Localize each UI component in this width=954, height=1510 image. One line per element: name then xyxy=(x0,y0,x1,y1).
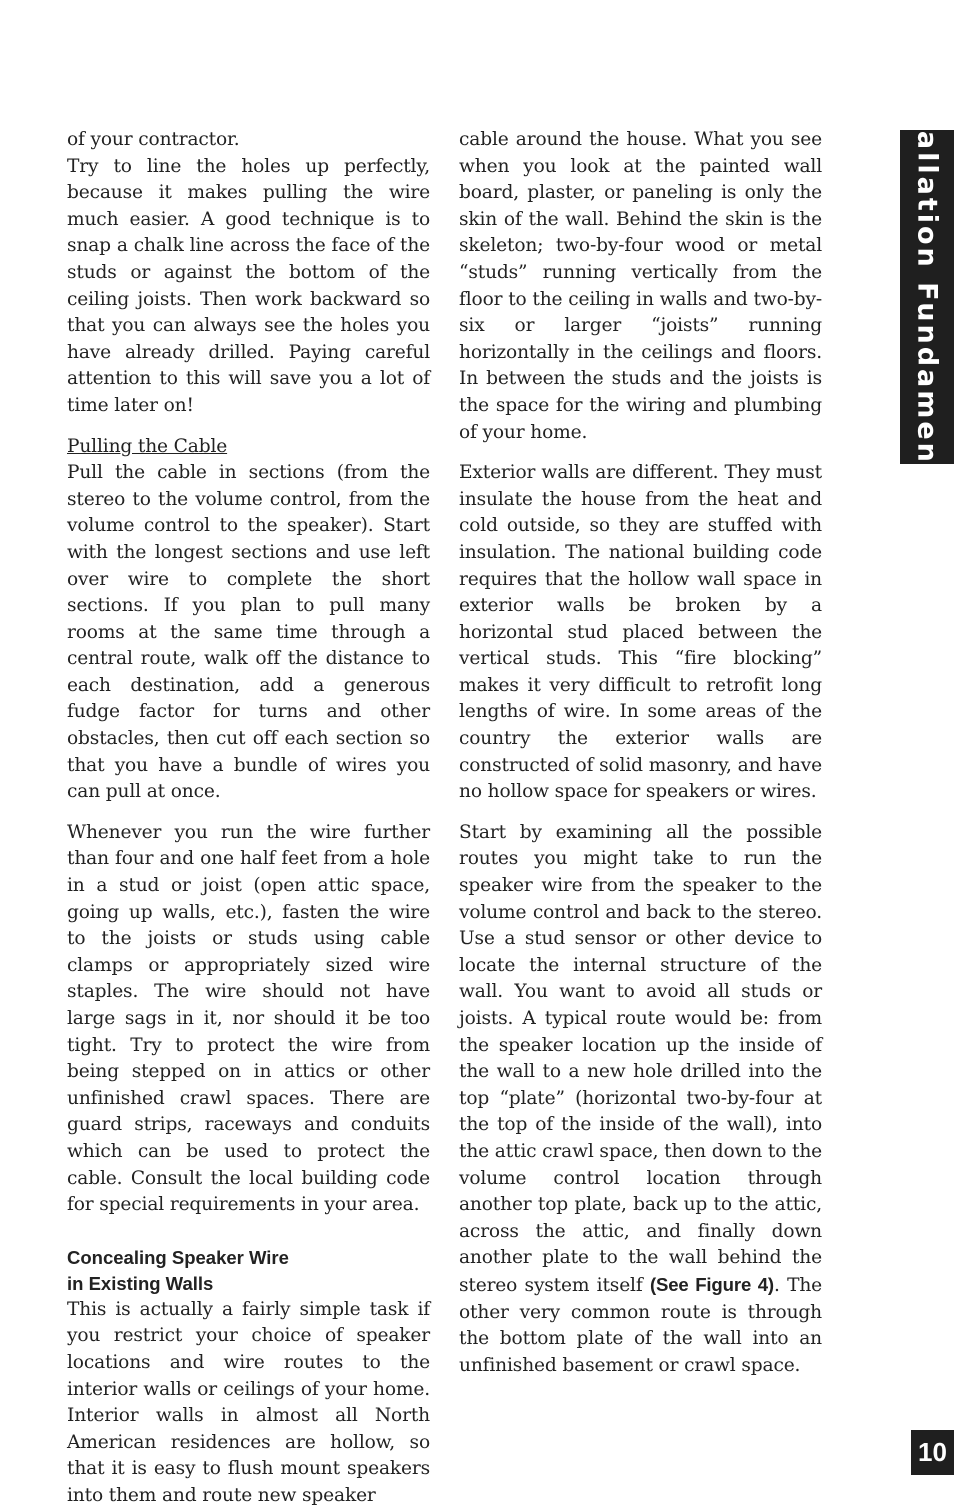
section-heading-line-2: in Existing Walls xyxy=(67,1272,214,1294)
paragraph: of your contractor. xyxy=(67,129,240,150)
paragraph: cable around the house. What you see when you look at the painted wall board, plaster, or paneling is only the skin of the wall. Behind the skin is the skeleton; two-by-four wood or metal “studs” running vertically from the floor to the ceiling in walls and two-by-six or larger “joists” running horizontally in the ceilings and floors. In between the studs and the joists is the space for the wiring and plumbing of your home. xyxy=(459,129,822,443)
paragraph: This is actually a fairly simple task if you restrict your choice of speaker locations and wire routes to the interior walls or ceilings of your home. Interior walls in almost all North American residences are hollow, so that it is easy to flush mount speakers into them and route new speaker xyxy=(67,1298,430,1506)
paragraph: Pull the cable in sections (from the stereo to the volume control, from the volume control to the speaker). Start with the longest sections and use left over wire to complete the short sections. If you plan to pull many rooms at the same time through a central route, walk off the distance to each destination, add a generous fudge factor for turns and other obstacles, then cut off each section so that you have a bundle of wires you can pull at once. xyxy=(67,462,430,803)
paragraph-text: Start by examining all the possible routes you might take to run the speaker wire from the speaker to the volume control and back to the stereo. Use a stud sensor or other device to locate the internal structure of the wall. You want to avoid all studs or joists. A typical route would be: from the speaker location up the inside of the wall to a new hole drilled into the top “plate” (horizontal two-by-four at the top of the inside of the wall), into the attic crawl space, then down to the volume control location through another top plate, back up to the attic, across the attic, and finally down another plate to the wall behind the stereo system itself xyxy=(459,821,823,1296)
paragraph: Try to line the holes up perfectly, because it makes pulling the wire much easier. A good technique is to snap a chalk line across the face of the studs or against the bottom of the ceiling joists. Then work backward so that you can always see the holes you have already drilled. Paying careful attention to this will save you a lot of time later on! xyxy=(67,155,430,416)
subheading-pulling-the-cable: Pulling the Cable xyxy=(67,435,228,457)
paragraph: Exterior walls are different. They must insulate the house from the heat and cold outside, so they are stuffed with insulation. The national building code requires that the hollow wall space in exterior walls be broken by a horizontal stud placed between the vertical studs. This “fire blocking” makes it very difficult to retrofit long lengths of wire. In some areas of the country the exterior walls are constructed of solid masonry, and have no hollow space for speakers or wires. xyxy=(459,462,822,803)
paragraph-text: . The other very common route is through the bottom plate of the wall into an unfinished basement or crawl space. xyxy=(459,1274,823,1376)
section-heading-line-1: Concealing Speaker Wire xyxy=(67,1246,289,1268)
paragraph: Whenever you run the wire further than four and one half feet from a hole in a stud or joist (open attic space, going up walls, etc.), fasten the wire to the joists or studs using cable clamps or appropriately sized wire staples. The wire should not have large sags in it, nor should it be too tight. Try to protect the wire from being stepped on in attics or other unfinished crawl spaces. There are guard strips, raceways and conduits which can be used to protect the cable. Consult the local building code for special requirements in your area. xyxy=(67,821,430,1216)
paragraph xyxy=(459,820,822,1379)
right-column xyxy=(459,127,822,1379)
page-number: 10 xyxy=(911,1430,954,1475)
section-heading xyxy=(67,1245,430,1297)
section-tab-label: Installation Fundamentals xyxy=(911,60,943,534)
figure-reference: (See Figure 4) xyxy=(649,1273,774,1295)
left-column xyxy=(67,127,430,1510)
